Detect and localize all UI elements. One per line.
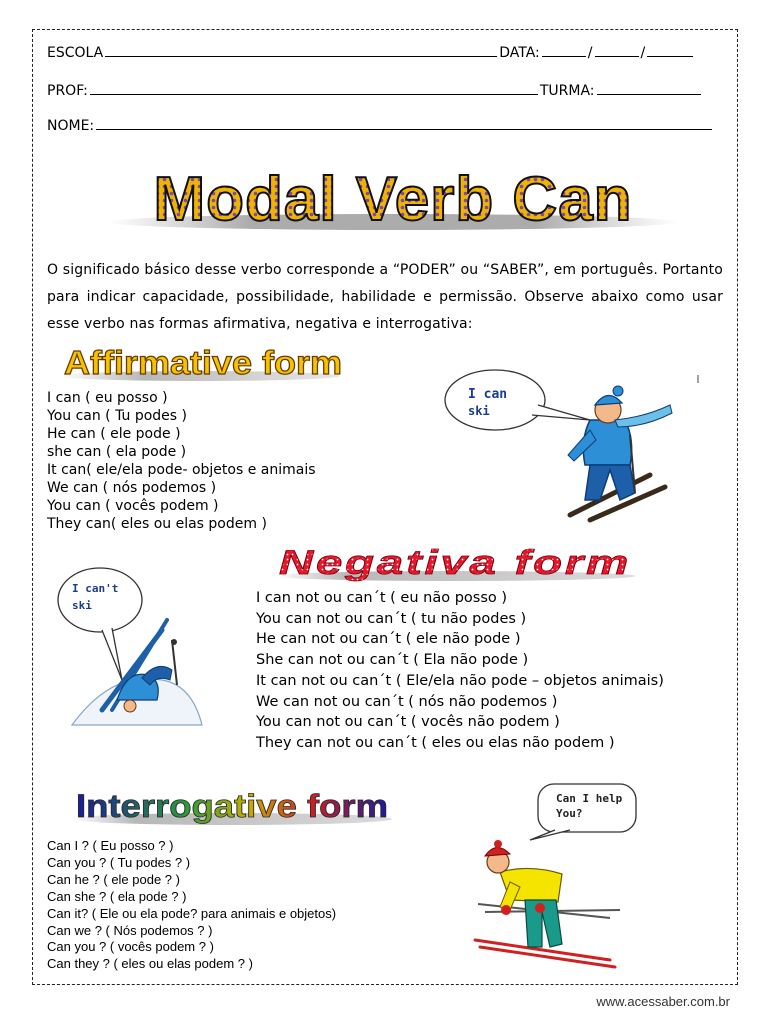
list-item: I can not ou can´t ( eu não posso ) — [256, 590, 508, 606]
list-item: He can ( ele pode ) — [47, 426, 181, 442]
list-item: Can she ? ( ela pode ? ) — [47, 888, 187, 904]
list-item: We can ( nós podemos ) — [47, 480, 217, 496]
negative-title-text: Negativa form — [279, 544, 631, 582]
interrogative-list — [47, 838, 336, 973]
affirmative-title-text: Affirmative form — [64, 344, 342, 381]
date-year-field[interactable] — [647, 44, 693, 57]
main-title — [98, 162, 688, 242]
list-item: He can not ou can´t ( ele não pode ) — [256, 631, 521, 648]
list-item: We can not ou can´t ( nós não podemos ) — [256, 693, 558, 710]
bubble-text-line2: You? — [556, 807, 583, 820]
negative-list — [256, 588, 664, 754]
name-line — [47, 117, 725, 134]
school-field[interactable] — [105, 44, 497, 57]
skier-illustration-interrogative — [470, 782, 640, 972]
date-label: DATA: — [499, 45, 540, 61]
bubble-text-line2: ski — [72, 599, 92, 612]
skier-illustration-affirmative — [440, 365, 710, 525]
list-item: Can you ? ( vocês podem ? ) — [47, 939, 214, 955]
name-field[interactable] — [96, 117, 712, 130]
title-text: Modal Verb Can — [153, 165, 633, 234]
class-label: TURMA: — [539, 83, 595, 99]
teacher-field[interactable] — [90, 82, 538, 95]
list-item: You can not ou can´t ( tu não podes ) — [256, 610, 527, 627]
date-day-field[interactable] — [542, 44, 586, 57]
list-item: Can you ? ( Tu podes ? ) — [47, 854, 191, 870]
list-item: Can they ? ( eles ou elas podem ? ) — [47, 956, 253, 972]
list-item: You can ( Tu podes ) — [47, 408, 187, 424]
skier-illustration-negative — [42, 560, 242, 740]
date-month-field[interactable] — [595, 44, 639, 57]
list-item: Can it? ( Ele ou ela pode? para animais e objetos) — [47, 905, 337, 921]
date-separator: / — [587, 45, 593, 61]
school-label: ESCOLA — [47, 45, 104, 61]
interrogative-title — [62, 783, 402, 837]
interrogative-title-text: Interrogative form — [76, 788, 388, 824]
school-line — [47, 44, 725, 61]
list-item: Can we ? ( Nós podemos ? ) — [47, 922, 213, 938]
bubble-text-line2: ski — [468, 404, 490, 418]
list-item: They can( eles ou elas podem ) — [47, 516, 267, 532]
list-item: It can not ou can´t ( Ele/ela não pode – objetos animais) — [256, 672, 664, 689]
negative-title — [265, 542, 645, 594]
bubble-text-line1: I can't — [72, 582, 119, 595]
list-item: I can ( eu posso ) — [47, 390, 168, 406]
teacher-label: PROF: — [47, 83, 88, 99]
list-item: She can not ou can´t ( Ela não pode ) — [256, 652, 529, 669]
intro-paragraph: O significado básico desse verbo corresponde a “PODER” ou “SABER”, em português. Portanto para indicar capacidade, possibilidade, habilidade e permissão. Observe abaixo como usar esse verbo nas formas afirmativa, negativa e interrogativa: — [47, 262, 723, 332]
list-item: Can he ? ( ele pode ? ) — [47, 871, 180, 887]
list-item: They can not ou can´t ( eles ou elas não podem ) — [256, 734, 615, 751]
bubble-text-line1: I can — [468, 387, 508, 402]
name-label: NOME: — [47, 118, 95, 134]
class-field[interactable] — [597, 82, 701, 95]
affirmative-title — [50, 338, 350, 392]
affirmative-list — [47, 389, 316, 533]
teacher-line — [47, 82, 725, 99]
date-separator: / — [640, 45, 646, 61]
list-item: she can ( ela pode ) — [47, 444, 187, 460]
list-item: You can not ou can´t ( vocês não podem ) — [256, 714, 560, 731]
list-item: You can ( vocês podem ) — [47, 498, 219, 514]
list-item: Can I ? ( Eu posso ? ) — [47, 838, 174, 853]
list-item: It can( ele/ela pode- objetos e animais — [47, 462, 316, 478]
footer-url: www.acessaber.com.br — [596, 994, 730, 1009]
bubble-text-line1: Can I help — [556, 792, 623, 805]
speech-bubble — [58, 568, 142, 632]
